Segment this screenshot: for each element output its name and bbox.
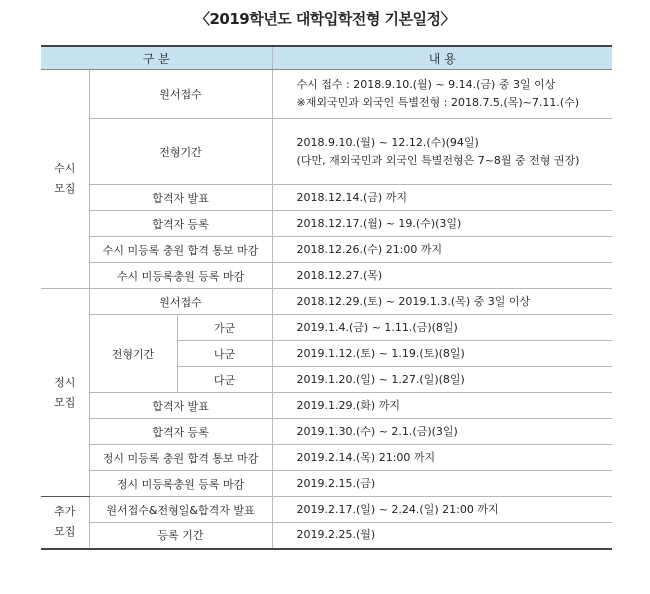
row-value: 2019.2.15.(금) xyxy=(272,471,612,497)
sub-label: 가군 xyxy=(177,315,272,341)
table-row xyxy=(41,119,612,185)
row-label: 원서접수 xyxy=(89,289,272,315)
row-label: 정시 미등록 충원 합격 통보 마감 xyxy=(89,445,272,471)
row-value: 2018.12.29.(토) ~ 2019.1.3.(목) 중 3일 이상 xyxy=(272,289,612,315)
group-chuga xyxy=(41,497,89,549)
group-label: 정시 모집 xyxy=(54,375,76,409)
sub-label: 나군 xyxy=(177,341,272,367)
row-label: 수시 미등록 충원 합격 통보 마감 xyxy=(89,237,272,263)
row-label: 합격자 등록 xyxy=(89,211,272,237)
sub-label: 다군 xyxy=(177,367,272,393)
table-row xyxy=(41,289,612,315)
row-value: 2019.1.12.(토) ~ 1.19.(토)(8일) xyxy=(272,341,612,367)
table-row xyxy=(41,263,612,289)
schedule-table xyxy=(41,45,612,550)
table-row xyxy=(41,315,612,341)
row-value: 2019.2.25.(월) xyxy=(272,523,612,549)
row-label: 전형기간 xyxy=(89,119,272,185)
table-row xyxy=(41,211,612,237)
table-row xyxy=(41,393,612,419)
row-value: 2019.2.17.(일) ~ 2.24.(일) 21:00 까지 xyxy=(272,497,612,523)
table-header xyxy=(41,46,612,70)
row-value: 2019.1.4.(금) ~ 1.11.(금)(8일) xyxy=(272,315,612,341)
value-line: 2018.9.10.(월) ~ 12.12.(수)(94일) xyxy=(296,135,479,149)
row-value: 2018.12.14.(금) 까지 xyxy=(272,185,612,211)
page-title: 〈2019학년도 대학입학전형 기본일정〉 xyxy=(194,10,456,28)
value-line: 수시 접수 : 2018.9.10.(월) ~ 9.14.(금) 중 3일 이상 xyxy=(296,78,556,91)
row-label: 정시 미등록충원 등록 마감 xyxy=(89,471,272,497)
table-row xyxy=(41,70,612,119)
row-label: 원서접수 xyxy=(89,70,272,119)
table-row xyxy=(41,445,612,471)
row-label: 합격자 발표 xyxy=(89,393,272,419)
row-value: 2018.12.26.(수) 21:00 까지 xyxy=(272,237,612,263)
row-value: 2019.2.14.(목) 21:00 까지 xyxy=(272,445,612,471)
table-row xyxy=(41,185,612,211)
row-value xyxy=(272,70,612,119)
table-row xyxy=(41,237,612,263)
row-label: 원서접수&전형일&합격자 발표 xyxy=(89,497,272,523)
table-row xyxy=(41,471,612,497)
header-content: 내 용 xyxy=(272,46,612,70)
row-value: 2019.1.20.(일) ~ 1.27.(일)(8일) xyxy=(272,367,612,393)
group-susi xyxy=(41,70,89,289)
row-value: 2018.12.27.(목) xyxy=(272,263,612,289)
table-row xyxy=(41,497,612,523)
row-value: 2019.1.29.(화) 까지 xyxy=(272,393,612,419)
value-line: (다만, 재외국민과 외국인 특별전형은 7~8월 중 전형 권장) xyxy=(296,153,580,167)
row-value: 2018.12.17.(월) ~ 19.(수)(3일) xyxy=(272,211,612,237)
row-label: 수시 미등록충원 등록 마감 xyxy=(89,263,272,289)
row-value: 2019.1.30.(수) ~ 2.1.(금)(3일) xyxy=(272,419,612,445)
header-category: 구 분 xyxy=(41,46,272,70)
row-label: 등록 기간 xyxy=(89,523,272,549)
value-line: ※재외국민과 외국인 특별전형 : 2018.7.5.(목)~7.11.(수) xyxy=(296,96,580,109)
row-label: 합격자 발표 xyxy=(89,185,272,211)
table-row xyxy=(41,523,612,549)
table-row xyxy=(41,419,612,445)
group-label: 수시 모집 xyxy=(54,162,76,195)
row-label: 합격자 등록 xyxy=(89,419,272,445)
group-label: 추가 모집 xyxy=(54,505,76,539)
row-value xyxy=(272,119,612,185)
group-jeongsi xyxy=(41,289,89,497)
row-label: 전형기간 xyxy=(89,315,177,393)
